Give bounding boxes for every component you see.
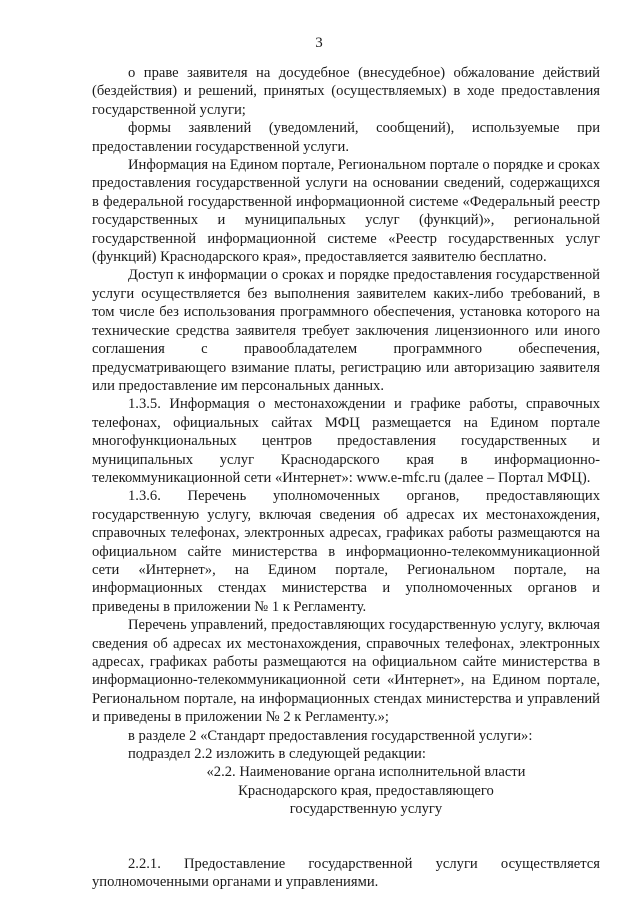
paragraph-access-info: Доступ к информации о сроках и порядке предоставления государственной услуги осуществляется без выполнения заявителем каких-либо требований, в том числе без использования программного обеспечения, установка которого на технические средства заявителя требует заключения лицензионного или иного соглашения с правообладателем программного обеспечения, предусматривающего взимание платы, регистрацию или авторизацию заявителя или предоставление им персональных данных. (92, 267, 600, 394)
document-body (92, 64, 600, 891)
paragraph-section-2: в разделе 2 «Стандарт предоставления государственной услуги»: (128, 727, 533, 744)
subsection-heading (92, 763, 600, 818)
heading-line-2: Краснодарского края, предоставляющего (238, 782, 494, 799)
paragraph-2-2-1: 2.2.1. Предоставление государственной услуги осуществляется уполномоченными органами и управлениями. (92, 855, 600, 891)
heading-line-1: «2.2. Наименование органа исполнительной власти (206, 764, 526, 781)
paragraph-application-forms: формы заявлений (уведомлений, сообщений), используемые при предоставлении государственной услуги. (92, 120, 600, 155)
paragraph-departments-list: Перечень управлений, предоставляющих государственную услугу, включая сведения об адресах их местонахождения, справочных телефонах, электронных адресах, графиках работы размещаются на официальном сайте министерства в информационно-телекоммуникационной сети «Интернет», на Едином портале, Региональном портале, на информационных стендах министерства и управлений и приведены в приложении № 2 к Регламенту.»; (92, 617, 600, 726)
paragraph-portal-info: Информация на Едином портале, Региональном портале о порядке и сроках предоставления государственной услуги на основании сведений, содержащихся в федеральной государственной информационной системе «Федеральный реестр государственных и муниципальных услуг (функций)», региональной государственной информационной системе «Реестр государственных услуг (функций) Краснодарского края», предоставляется заявителю бесплатно. (92, 157, 600, 266)
paragraph-subsection-2-2: подраздел 2.2 изложить в следующей редакции: (128, 746, 426, 763)
paragraph-1-3-6: 1.3.6. Перечень уполномоченных органов, предоставляющих государственную услугу, включая сведения об адресах их местонахождения, справочных телефонах, электронных адресах, графиках работы размещаются на официальном сайте министерства в информационно-телекоммуникационной сети «Интернет», на Едином портале, Региональном портале, на информационных стендах министерства и уполномоченных органов и приведены в приложении № 1 к Регламенту. (92, 488, 600, 615)
page-number: 3 (315, 35, 323, 51)
paragraph-1-3-5: 1.3.5. Информация о местонахождении и графике работы, справочных телефонах, официальных сайтах МФЦ размещается на Едином портале многофункциональных центров предоставления государственных и муниципальных услуг Краснодарского края в информационно-телекоммуникационной сети «Интернет»: www.e-mfc.ru (далее – Портал МФЦ). (92, 396, 600, 486)
heading-line-3: государственную услугу (289, 801, 443, 818)
paragraph-appeal-right: о праве заявителя на досудебное (внесудебное) обжалование действий (бездействия) и решений, принятых (осуществляемых) в ходе предоставления государственной услуги; (92, 65, 600, 118)
